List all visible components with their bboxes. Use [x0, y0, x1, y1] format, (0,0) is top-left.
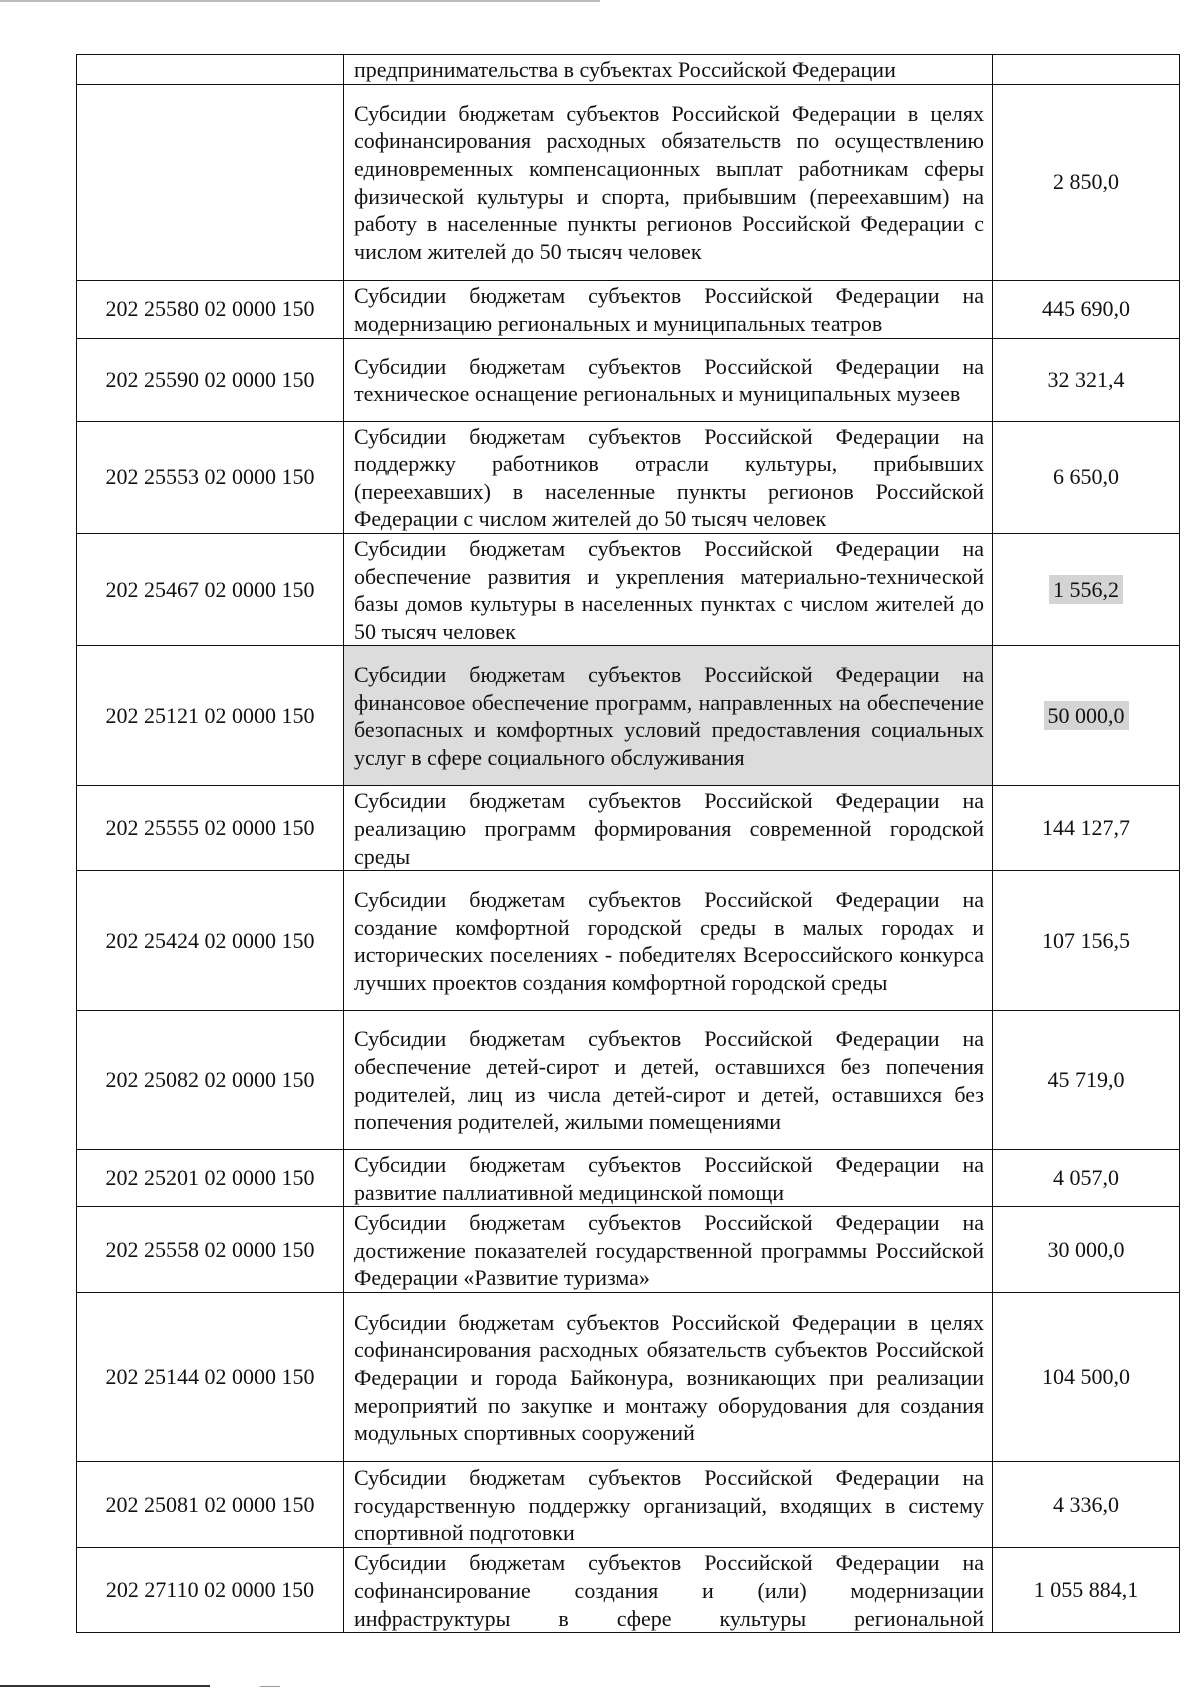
- table-row: [77, 646, 1180, 786]
- table-row: [77, 1293, 1180, 1462]
- budget-code: [77, 55, 344, 85]
- budget-description: Субсидии бюджетам субъектов Российской Федерации в целях софинансирования расходных обязательств по осуществлению единовременных компенсационных выплат работникам сферы физической культуры и спорта, прибывшим (переехавшим) на работу в населенные пункты регионов Российской Федерации с числом жителей до 50 тысяч человек: [344, 84, 993, 280]
- budget-description: Субсидии бюджетам субъектов Российской Федерации на обеспечение развития и укрепления материально-технической базы домов культуры в населенных пунктах с числом жителей до 50 тысяч человек: [344, 533, 993, 645]
- budget-description: Субсидии бюджетам субъектов Российской Федерации на модернизацию региональных и муниципальных театров: [344, 280, 993, 338]
- budget-code: 202 25082 02 0000 150: [77, 1011, 344, 1150]
- budget-description: Субсидии бюджетам субъектов Российской Федерации на поддержку работников отрасли культуры, прибывших (переехавших) в населенные пункты регионов Российской Федерации с числом жителей до 50 тысяч человек: [344, 421, 993, 533]
- table-row: [77, 1207, 1180, 1293]
- scan-mark: [260, 1686, 280, 1687]
- table-row: [77, 55, 1180, 85]
- scan-edge-bottom: [0, 1685, 210, 1687]
- budget-description: Субсидии бюджетам субъектов Российской Федерации на финансовое обеспечение программ, направленных на обеспечение безопасных и комфортных условий предоставления социальных услуг в сфере социального обслуживания: [344, 646, 993, 786]
- budget-amount: 107 156,5: [993, 871, 1180, 1011]
- budget-description: Субсидии бюджетам субъектов Российской Федерации на создание комфортной городской среды в малых городах и исторических поселениях - победителях Всероссийского конкурса лучших проектов создания комфортной городской среды: [344, 871, 993, 1011]
- budget-description: Субсидии бюджетам субъектов Российской Федерации на достижение показателей государственной программы Российской Федерации «Развитие туризма»: [344, 1207, 993, 1293]
- budget-description: предпринимательства в субъектах Российской Федерации: [344, 55, 993, 85]
- budget-code: 202 25555 02 0000 150: [77, 786, 344, 871]
- budget-amount: 30 000,0: [993, 1207, 1180, 1293]
- budget-amount: 6 650,0: [993, 421, 1180, 533]
- scan-edge-top: [0, 0, 600, 2]
- budget-amount: 32 321,4: [993, 338, 1180, 421]
- budget-amount-value: 50 000,0: [1044, 701, 1129, 730]
- budget-code: 202 25201 02 0000 150: [77, 1150, 344, 1207]
- budget-amount: 144 127,7: [993, 786, 1180, 871]
- table-row: [77, 1548, 1180, 1633]
- budget-code: 202 25467 02 0000 150: [77, 533, 344, 645]
- budget-code: 202 27110 02 0000 150: [77, 1548, 344, 1633]
- budget-amount: [993, 533, 1180, 645]
- budget-code: 202 25081 02 0000 150: [77, 1462, 344, 1548]
- table-row: [77, 421, 1180, 533]
- table-row: [77, 84, 1180, 280]
- budget-code: 202 25121 02 0000 150: [77, 646, 344, 786]
- budget-amount: 1 055 884,1: [993, 1548, 1180, 1633]
- budget-description: Субсидии бюджетам субъектов Российской Федерации на софинансирование создания и (или) модернизации инфраструктуры в сфере культуры региональной: [344, 1548, 993, 1633]
- table-row: [77, 1462, 1180, 1548]
- budget-code: [77, 84, 344, 280]
- budget-table: [76, 54, 1180, 1633]
- budget-amount: [993, 646, 1180, 786]
- budget-description: Субсидии бюджетам субъектов Российской Федерации в целях софинансирования расходных обязательств субъектов Российской Федерации и города Байконура, возникающих при реализации мероприятий по закупке и монтажу оборудования для создания модульных спортивных сооружений: [344, 1293, 993, 1462]
- budget-amount: 445 690,0: [993, 280, 1180, 338]
- budget-description: Субсидии бюджетам субъектов Российской Федерации на развитие паллиативной медицинской помощи: [344, 1150, 993, 1207]
- budget-amount: 45 719,0: [993, 1011, 1180, 1150]
- budget-amount: 2 850,0: [993, 84, 1180, 280]
- budget-code: 202 25424 02 0000 150: [77, 871, 344, 1011]
- budget-code: 202 25144 02 0000 150: [77, 1293, 344, 1462]
- budget-code: 202 25558 02 0000 150: [77, 1207, 344, 1293]
- table-row: [77, 338, 1180, 421]
- budget-amount: [993, 55, 1180, 85]
- budget-code: 202 25580 02 0000 150: [77, 280, 344, 338]
- table-row: [77, 1150, 1180, 1207]
- budget-amount: 4 057,0: [993, 1150, 1180, 1207]
- budget-amount: 4 336,0: [993, 1462, 1180, 1548]
- budget-code: 202 25553 02 0000 150: [77, 421, 344, 533]
- budget-description: Субсидии бюджетам субъектов Российской Федерации на государственную поддержку организаций, входящих в систему спортивной подготовки: [344, 1462, 993, 1548]
- table-row: [77, 1011, 1180, 1150]
- budget-code: 202 25590 02 0000 150: [77, 338, 344, 421]
- table-row: [77, 786, 1180, 871]
- budget-amount-value: 1 556,2: [1049, 575, 1123, 604]
- budget-description: Субсидии бюджетам субъектов Российской Федерации на техническое оснащение региональных и муниципальных музеев: [344, 338, 993, 421]
- table-row: [77, 280, 1180, 338]
- budget-description: Субсидии бюджетам субъектов Российской Федерации на обеспечение детей-сирот и детей, оставшихся без попечения родителей, лиц из числа детей-сирот и детей, оставшихся без попечения родителей, жилыми помещениями: [344, 1011, 993, 1150]
- table-row: [77, 871, 1180, 1011]
- budget-amount: 104 500,0: [993, 1293, 1180, 1462]
- table-row: [77, 533, 1180, 645]
- budget-description: Субсидии бюджетам субъектов Российской Федерации на реализацию программ формирования современной городской среды: [344, 786, 993, 871]
